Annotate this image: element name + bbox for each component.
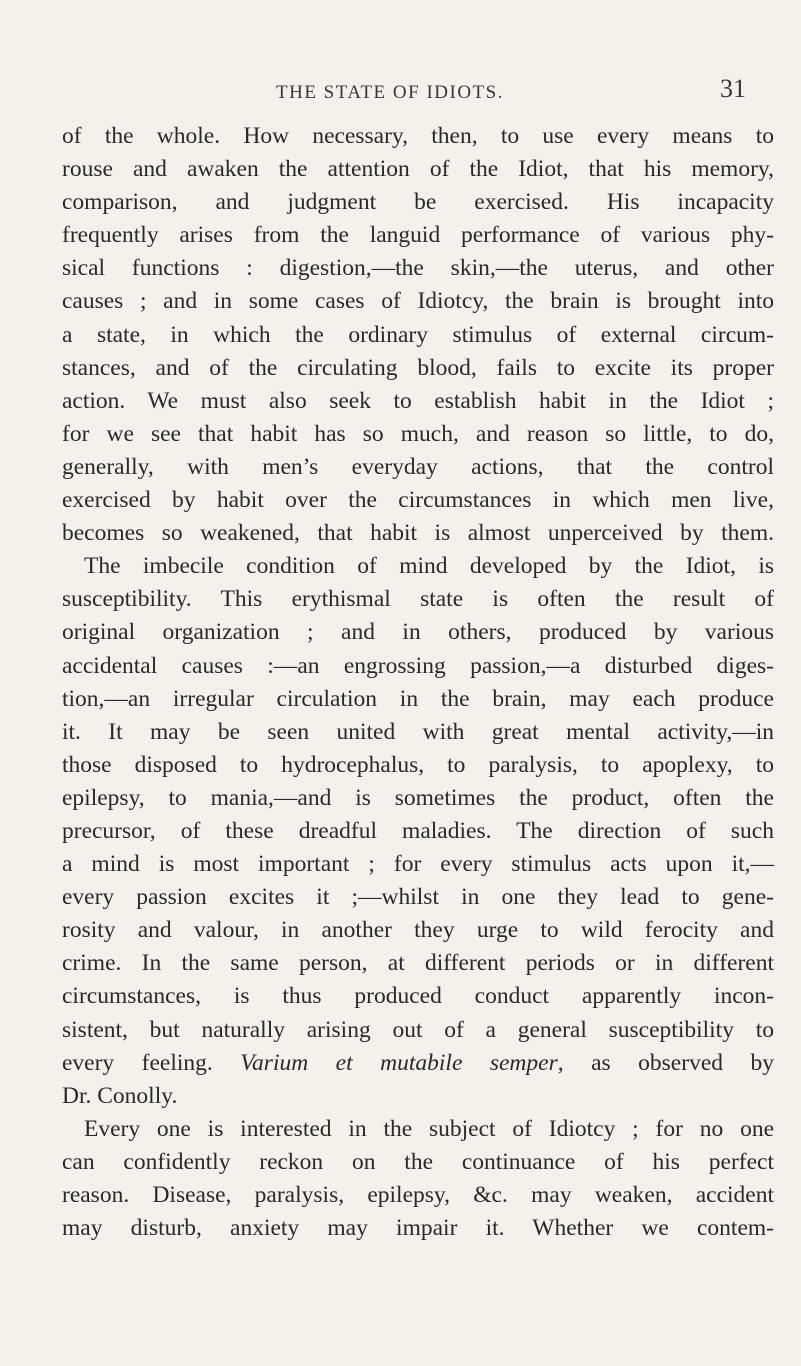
text-line: rouse and awaken the attention of the Idiot, that his memory, [62,156,774,183]
text-line: Dr. Conolly. [62,1082,178,1109]
quote-line [62,1047,774,1080]
text-line: crime. In the same person, at different periods or in different [62,950,774,977]
text-line: every passion excites it ;—whilst in one they lead to gene- [62,884,774,911]
text-line: can confidently reckon on the continuance of his perfect [62,1148,774,1175]
text-line: Every one is interested in the subject of Idiotcy ; for no one [84,1115,774,1142]
text-line: accidental causes :—an engrossing passion,—a disturbed diges- [62,652,774,679]
text-line: tion,—an irregular circulation in the brain, may each produce [62,685,774,712]
text-line: a state, in which the ordinary stimulus of external circum- [62,321,774,348]
text-line: exercised by habit over the circumstances in which men live, [62,487,774,514]
text-line: a mind is most important ; for every stimulus acts upon it,— [62,851,774,878]
text-line: may disturb, anxiety may impair it. Whether we contem- [62,1215,774,1242]
quote-line-after: , as observed by [557,1049,774,1076]
text-line: becomes so weakened, that habit is almost unperceived by them. [62,520,774,547]
quote-line-before: every feeling. [62,1049,241,1076]
text-line: stances, and of the circulating blood, fails to excite its proper [62,354,774,381]
text-line: sical functions : digestion,—the skin,—the uterus, and other [62,255,774,282]
text-line: comparison, and judgment be exercised. His incapacity [62,189,774,216]
page-number: 31 [720,74,746,103]
text-line: causes ; and in some cases of Idiotcy, the brain is brought into [62,288,774,315]
body-text [62,120,774,1245]
text-line: sistent, but naturally arising out of a general susceptibility to [62,1016,774,1043]
text-line: original organization ; and in others, produced by various [62,619,774,646]
text-line: rosity and valour, in another they urge to wild ferocity and [62,917,774,944]
text-line: action. We must also seek to establish habit in the Idiot ; [62,387,774,414]
text-line: epilepsy, to mania,—and is sometimes the product, often the [62,784,774,811]
text-line: susceptibility. This erythismal state is often the result of [62,586,774,613]
text-line: of the whole. How necessary, then, to use every means to [62,123,774,149]
latin-quotation: Varium et mutabile semper [240,1049,558,1076]
text-line: generally, with men’s everyday actions, that the control [62,453,774,480]
text-line: for we see that habit has so much, and reason so little, to do, [62,420,774,447]
running-title: THE STATE OF IDIOTS. [276,82,504,103]
text-line: The imbecile condition of mind developed by the Idiot, is [84,553,774,580]
text-line: circumstances, is thus produced conduct apparently incon- [62,983,774,1010]
text-line: precursor, of these dreadful maladies. The direction of such [62,817,774,844]
text-line: those disposed to hydrocephalus, to paralysis, to apoplexy, to [62,751,774,778]
text-line: it. It may be seen united with great mental activity,—in [62,718,774,745]
text-line: frequently arises from the languid performance of various phy- [62,222,774,249]
text-line: reason. Disease, paralysis, epilepsy, &c. may weaken, accident [62,1182,774,1208]
